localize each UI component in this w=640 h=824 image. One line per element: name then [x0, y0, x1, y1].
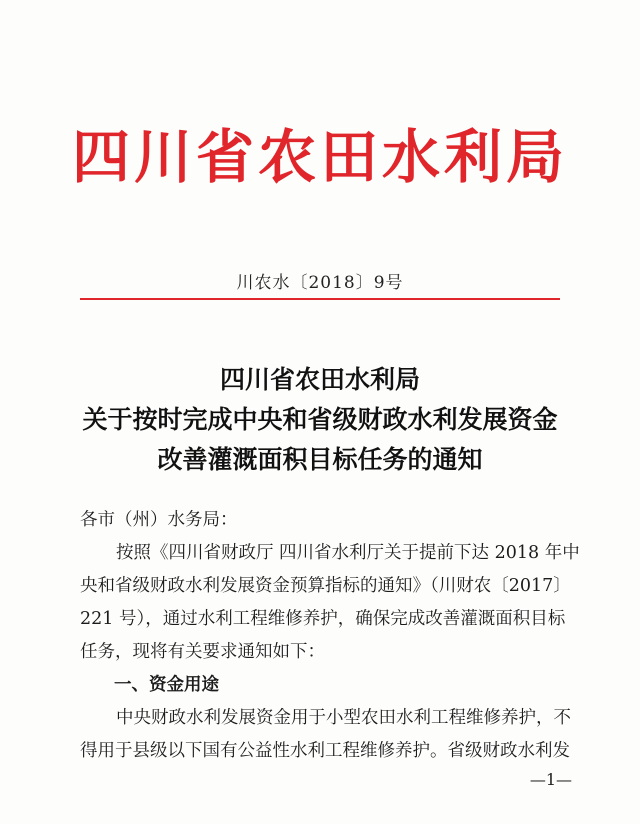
- notice-title-line-3: 改善灌溉面积目标任务的通知: [157, 445, 483, 474]
- notice-title-line-1: 四川省农田水利局: [219, 365, 420, 394]
- org-title: 四川省农田水利局: [71, 123, 568, 191]
- body-text: [80, 504, 580, 768]
- paragraph-2-line-1: 中央财政水利发展资金用于小型农田水利工程维修养护，不: [116, 708, 571, 728]
- notice-title: [0, 360, 640, 480]
- page-number: —1—: [529, 770, 572, 789]
- red-divider: [80, 298, 560, 300]
- section-1-heading: 一、资金用途: [114, 675, 219, 695]
- document-number: 川农水〔2018〕9号: [236, 273, 404, 293]
- paragraph-1-line-4: 任务，现将有关要求通知如下：: [80, 642, 325, 662]
- paragraph-1-line-1: 按照《四川省财政厅 四川省水利厅关于提前下达 2018 年中: [116, 543, 580, 563]
- paragraph-1-line-3: 221 号），通过水利工程维修养护，确保完成改善灌溉面积目标: [80, 609, 566, 629]
- paragraph-2-line-2: 得用于县级以下国有公益性水利工程维修养护。省级财政水利发: [80, 741, 570, 761]
- paragraph-1-line-2: 央和省级财政水利发展资金预算指标的通知》（川财农〔2017〕: [80, 576, 571, 596]
- salutation: 各市（州）水务局：: [80, 510, 238, 530]
- notice-title-line-2: 关于按时完成中央和省级财政水利发展资金: [82, 405, 558, 434]
